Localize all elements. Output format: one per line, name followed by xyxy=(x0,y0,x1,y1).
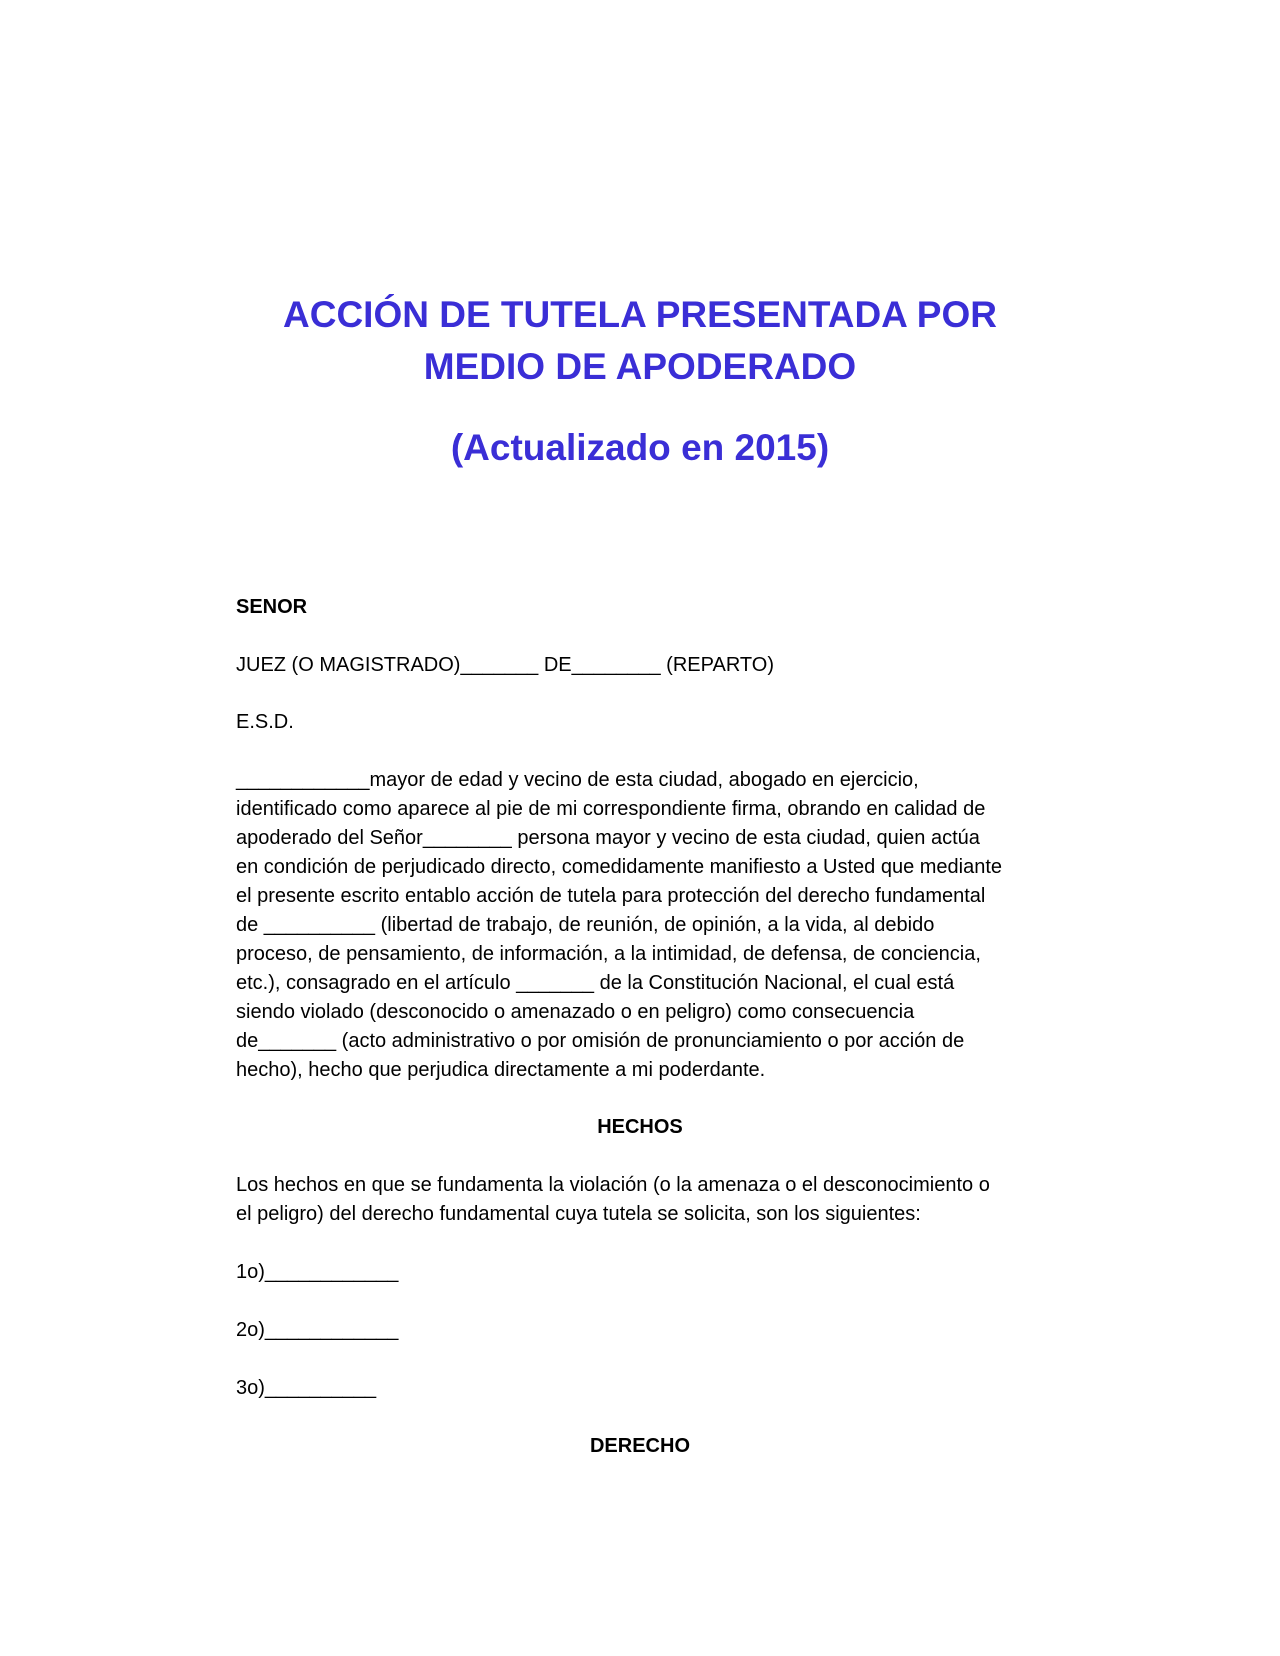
hechos-heading: HECHOS xyxy=(597,1116,683,1138)
hecho-item-3: 3o)__________ xyxy=(236,1377,377,1399)
hechos-line: Los hechos en que se fundamenta la violación (o la amenaza o el desconocimiento o xyxy=(236,1174,990,1196)
intro-line: etc.), consagrado en el artículo _______ de la Constitución Nacional, el cual está xyxy=(236,972,955,994)
intro-line: proceso, de pensamiento, de información, a la intimidad, de defensa, de conciencia, xyxy=(236,943,981,965)
intro-paragraph xyxy=(236,766,1056,1085)
intro-line: en condición de perjudicado directo, comedidamente manifiesto a Usted que mediante xyxy=(236,856,1003,878)
intro-line: ____________mayor de edad y vecino de esta ciudad, abogado en ejercicio, xyxy=(236,769,919,791)
document-title-line-1: ACCIÓN DE TUTELA PRESENTADA POR xyxy=(283,294,997,335)
intro-line: hecho), hecho que perjudica directamente a mi poderdante. xyxy=(236,1059,766,1081)
hecho-item-2: 2o)____________ xyxy=(236,1319,399,1341)
hechos-paragraph xyxy=(236,1171,1056,1229)
intro-line: siendo violado (desconocido o amenazado o en peligro) como consecuencia xyxy=(236,1001,915,1023)
intro-line: identificado como aparece al pie de mi correspondiente firma, obrando en calidad de xyxy=(236,798,986,820)
intro-line: el presente escrito entablo acción de tutela para protección del derecho fundamental xyxy=(236,885,986,907)
hechos-line: el peligro) del derecho fundamental cuya tutela se solicita, son los siguientes: xyxy=(236,1203,921,1225)
addressee: JUEZ (O MAGISTRADO)_______ DE________ (REPARTO) xyxy=(236,654,774,676)
intro-line: de __________ (libertad de trabajo, de reunión, de opinión, a la vida, al debido xyxy=(236,914,935,936)
esd-line: E.S.D. xyxy=(236,711,294,733)
document-title-line-2: MEDIO DE APODERADO xyxy=(423,346,857,387)
salutation: SENOR xyxy=(236,596,308,618)
intro-line: apoderado del Señor________ persona mayor y vecino de esta ciudad, quien actúa xyxy=(236,827,980,849)
intro-line: de_______ (acto administrativo o por omisión de pronunciamiento o por acción de xyxy=(236,1030,965,1052)
hecho-item-1: 1o)____________ xyxy=(236,1261,399,1283)
document-subtitle: (Actualizado en 2015) xyxy=(450,427,830,468)
derecho-heading: DERECHO xyxy=(589,1435,690,1457)
